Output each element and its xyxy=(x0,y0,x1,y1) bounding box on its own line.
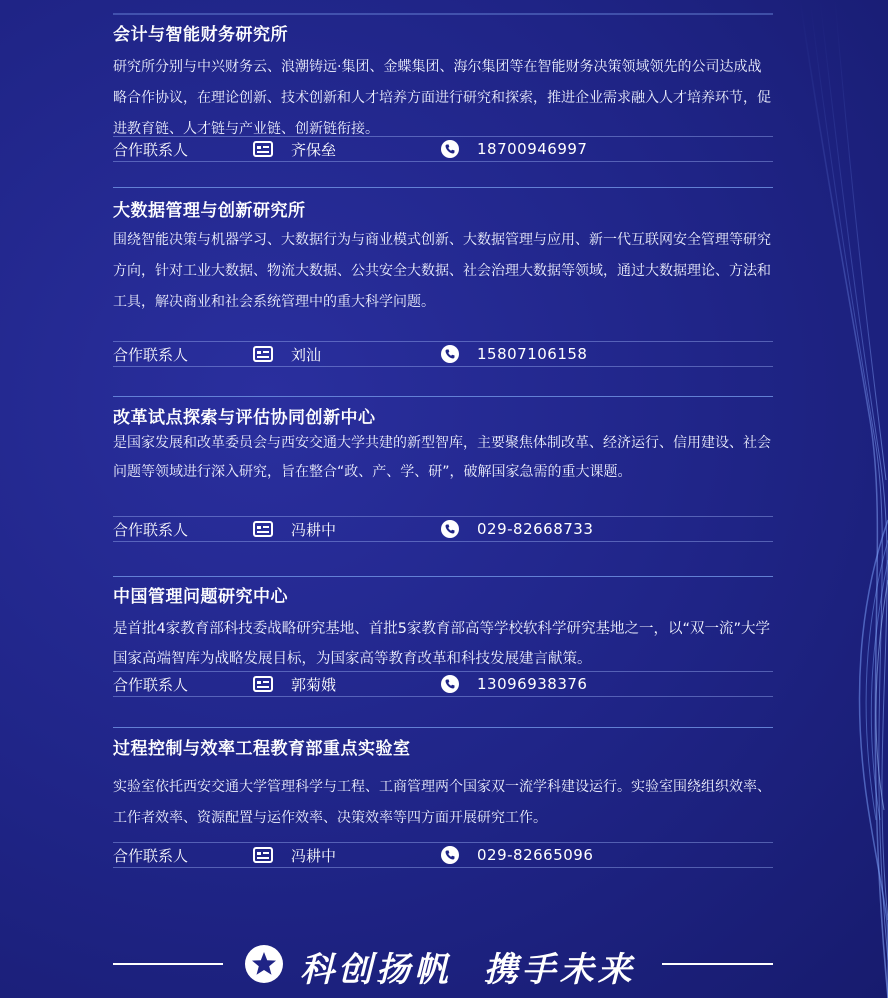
contact-phone: 18700946997 xyxy=(477,140,588,158)
section-divider xyxy=(113,187,773,188)
star-icon xyxy=(244,944,284,984)
contact-name: 刘汕 xyxy=(291,345,322,364)
section-description: 是国家发展和改革委员会与西安交通大学共建的新型智库，主要聚焦体制改革、经济运行、信用建设、社会问题等领域进行深入研究，旨在整合“政、产、学、研”，破解国家急需的重大课题。 xyxy=(113,435,771,480)
id-card-icon xyxy=(253,346,273,362)
id-card-icon xyxy=(253,141,273,157)
section-title: 中国管理问题研究中心 xyxy=(113,587,288,607)
section-divider xyxy=(113,576,773,577)
section-description: 是首批4家教育部科技委战略研究基地、首批5家教育部高等学校软科学研究基地之一，以“双一流”大学国家高端智库为战略发展目标，为国家高等教育改革和科技发展建言献策。 xyxy=(113,621,770,667)
section-accounting-institute xyxy=(113,24,773,145)
section-title: 改革试点探索与评估协同创新中心 xyxy=(113,408,376,428)
section-description: 实验室依托西安交通大学管理科学与工程、工商管理两个国家双一流学科建设运行。实验室围绕组织效率、工作者效率、资源配置与运作效率、决策效率等四方面开展研究工作。 xyxy=(113,779,771,826)
phone-icon xyxy=(441,846,459,864)
contact-label: 合作联系人 xyxy=(113,520,189,539)
phone-icon xyxy=(441,520,459,538)
contact-label: 合作联系人 xyxy=(113,675,189,694)
phone-icon xyxy=(441,675,459,693)
contact-row xyxy=(113,341,773,367)
id-card-icon xyxy=(253,676,273,692)
contact-phone: 13096938376 xyxy=(477,675,588,693)
section-divider xyxy=(113,727,773,728)
contact-row xyxy=(113,671,773,697)
section-description: 研究所分别与中兴财务云、浪潮铸远·集团、金蝶集团、海尔集团等在智能财务决策领域领先的公司达成战略合作协议，在理论创新、技术创新和人才培养方面进行研究和探索，推进企业需求融入人才培养环节，促进教育链、人才链与产业链、创新链衔接。 xyxy=(113,59,771,137)
section-title: 过程控制与效率工程教育部重点实验室 xyxy=(113,739,411,759)
contact-row xyxy=(113,136,773,162)
contact-phone: 029-82665096 xyxy=(477,846,594,864)
id-card-icon xyxy=(253,521,273,537)
contact-name: 郭菊娥 xyxy=(291,675,337,694)
section-title: 大数据管理与创新研究所 xyxy=(113,201,306,221)
phone-icon xyxy=(441,140,459,158)
phone-icon xyxy=(441,345,459,363)
contact-row xyxy=(113,516,773,542)
footer-slogan: 科创扬帆 携手未来 xyxy=(300,950,636,990)
section-reform-center xyxy=(113,407,773,487)
contact-label: 合作联系人 xyxy=(113,846,189,865)
footer-right-line xyxy=(662,963,773,965)
contact-name: 冯耕中 xyxy=(291,520,337,539)
contact-name: 齐保垒 xyxy=(291,140,337,159)
footer-slogan-banner xyxy=(0,940,888,988)
contact-name: 冯耕中 xyxy=(291,846,337,865)
section-process-control-lab xyxy=(113,738,773,834)
section-title: 会计与智能财务研究所 xyxy=(113,25,288,45)
footer-left-line xyxy=(113,963,223,965)
contact-label: 合作联系人 xyxy=(113,140,189,159)
contact-phone: 15807106158 xyxy=(477,345,588,363)
contact-row xyxy=(113,842,773,868)
section-big-data-institute xyxy=(113,200,773,318)
section-description: 围绕智能决策与机器学习、大数据行为与商业模式创新、大数据管理与应用、新一代互联网安全管理等研究方向，针对工业大数据、物流大数据、公共安全大数据、社会治理大数据等领域，通过大数据理论、方法和工具，解决商业和社会系统管理中的重大科学问题。 xyxy=(113,232,771,310)
contact-phone: 029-82668733 xyxy=(477,520,594,538)
section-management-center xyxy=(113,586,773,674)
section-divider xyxy=(113,396,773,397)
contact-label: 合作联系人 xyxy=(113,345,189,364)
id-card-icon xyxy=(253,847,273,863)
